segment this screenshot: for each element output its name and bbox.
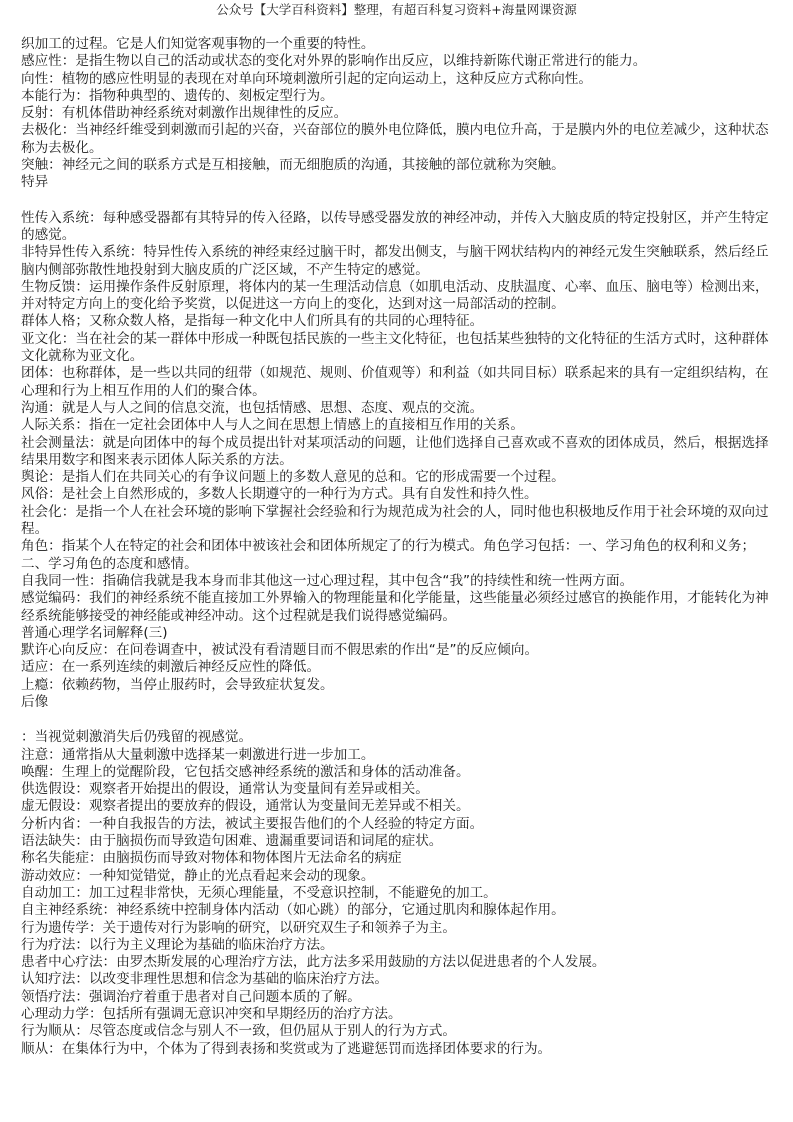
text-line: 自我同一性：指确信我就是我本身而非其他这一过心理过程，其中包含“我”的持续性和统一性两方面。 bbox=[21, 572, 634, 589]
text-line: 自动加工：加工过程非常快，无须心理能量，不受意识控制，不能避免的加工。 bbox=[21, 884, 497, 901]
text-line: 非特异性传入系统：特异性传入系统的神经束经过脑干时，都发出侧支，与脑干网状结构内的神经元发生突触联系，然后经丘脑内侧部弥散性地投射到大脑皮质的广泛区域，不产生特定的感觉。 bbox=[21, 244, 769, 278]
text-line: 自主神经系统：神经系统中控制身体内活动（如心跳）的部分，它通过肌肉和腺体起作用。 bbox=[21, 902, 565, 919]
text-line: 称名失能症：由脑损伤而导致对物体和物体图片无法命名的病症 bbox=[21, 850, 402, 867]
text-line: 顺从：在集体行为中，个体为了得到表扬和奖赏或为了逃避惩罚而选择团体要求的行为。 bbox=[21, 1040, 552, 1057]
text-line: 语法缺失：由于脑损伤而导致造句困难、遗漏重要词语和词尾的症状。 bbox=[21, 833, 443, 850]
text-line: 反射：有机体借助神经系统对刺激作出规律性的反应。 bbox=[21, 105, 348, 122]
text-line: 突触：神经元之间的联系方式是互相接触，而无细胞质的沟通，其接触的部位就称为突触。 bbox=[21, 157, 565, 174]
text-line: 后像 bbox=[21, 693, 49, 710]
text-line: 供选假设：观察者开始提出的假设，通常认为变量间有差异或相关。 bbox=[21, 781, 429, 798]
text-line: 心理动力学：包括所有强调无意识冲突和早期经历的治疗方法。 bbox=[21, 1006, 402, 1023]
text-line: 本能行为：指物种典型的、遗传的、刻板定型行为。 bbox=[21, 87, 334, 104]
document-body bbox=[21, 36, 773, 1058]
text-line: 社会化：是指一个人在社会环境的影响下掌握社会经验和行为规范成为社会的人，同时他也积极地反作用于社会环境的双向过程。 bbox=[21, 503, 769, 538]
text-line: 性传入系统：每种感受器都有其特异的传入径路，以传导感受器发放的神经冲动，并传入大脑皮质的特定投射区，并产生特定的感觉。 bbox=[21, 209, 769, 243]
text-line: 分析内省：一种自我报告的方法，被试主要报告他们的个人经验的特定方面。 bbox=[21, 815, 484, 832]
text-line: 织加工的过程。它是人们知觉客观事物的一个重要的特性。 bbox=[21, 36, 375, 52]
text-line: ：当视觉刺激消失后仍残留的视感觉。 bbox=[21, 729, 253, 746]
text-line: 普通心理学名词解释(三) bbox=[21, 624, 168, 641]
text-line: 角色：指某个人在特定的社会和团体中被该社会和团体所规定了的行为模式。角色学习包括：一、学习角色的权利和义务；二、学习角色的态度和感情。 bbox=[21, 538, 756, 572]
text-line: 唤醒：生理上的觉醒阶段，它包括交感神经系统的激活和身体的活动准备。 bbox=[21, 763, 470, 780]
text-line: 默许心向反应：在问卷调查中，被试没有看清题目而不假思索的作出“是”的反应倾向。 bbox=[21, 642, 539, 659]
text-line: 领悟疗法：强调治疗着重于患者对自己问题本质的了解。 bbox=[21, 988, 361, 1005]
text-line: 亚文化：当在社会的某一群体中形成一种既包括民族的一些主文化特征，也包括某些独特的文化特征的生活方式时，这种群体文化就称为亚文化。 bbox=[21, 330, 769, 365]
text-line: 患者中心疗法：由罗杰斯发展的心理治疗方法，此方法多采用鼓励的方法以促进患者的个人发展。 bbox=[21, 954, 606, 971]
text-line: 行为疗法：以行为主义理论为基础的临床治疗方法。 bbox=[21, 936, 334, 953]
text-line: 认知疗法：以改变非理性思想和信念为基础的临床治疗方法。 bbox=[21, 971, 389, 988]
text-line: 风俗：是社会上自然形成的，多数人长期遵守的一种行为方式。具有自发性和持久性。 bbox=[21, 486, 538, 503]
text-line: 行为顺从：尽管态度或信念与别人不一致，但仍屈从于别人的行为方式。 bbox=[21, 1023, 456, 1040]
page-header: 公众号【大学百科资料】整理，有超百科复习资料+海量网课资源 bbox=[216, 2, 577, 17]
blank-line bbox=[21, 711, 773, 729]
text-line: 舆论：是指人们在共同关心的有争议问题上的多数人意见的总和。它的形成需要一个过程。 bbox=[21, 469, 565, 486]
text-line: 社会测量法：就是向团体中的每个成员提出针对某项活动的问题，让他们选择自己喜欢或不喜欢的团体成员，然后，根据选择结果用数字和图来表示团体人际关系的方法。 bbox=[21, 434, 769, 468]
text-line: 行为遗传学：关于遗传对行为影响的研究，以研究双生子和领养子为主。 bbox=[21, 919, 456, 936]
text-line: 人际关系：指在一定社会团体中人与人之间在思想上情感上的直接相互作用的关系。 bbox=[21, 417, 524, 434]
text-line: 游动效应：一种知觉错觉，静止的光点看起来会动的现象。 bbox=[21, 867, 375, 884]
text-line: 适应：在一系列连续的刺激后神经反应性的降低。 bbox=[21, 659, 321, 676]
text-line: 上瘾：依赖药物，当停止服药时，会导致症状复发。 bbox=[21, 676, 334, 693]
text-line: 沟通：就是人与人之间的信息交流，也包括情感、思想、态度、观点的交流。 bbox=[21, 399, 484, 416]
text-line: 团体：也称群体，是一些以共同的纽带（如规范、规则、价值观等）和利益（如共同目标）联系起来的具有一定组织结构，在心理和行为上相互作用的人们的聚合体。 bbox=[21, 365, 769, 399]
text-line: 向性：植物的感应性明显的表现在对单向环境刺激所引起的定向运动上，这种反应方式称向性。 bbox=[21, 70, 592, 87]
text-line: 特异 bbox=[21, 174, 49, 191]
blank-line bbox=[21, 192, 773, 210]
text-line: 去极化：当神经纤维受到刺激而引起的兴奋，兴奋部位的膜外电位降低，膜内电位升高，于是膜内外的电位差减少，这种状态称为去极化。 bbox=[21, 122, 769, 156]
text-line: 感应性：是指生物以自己的活动或状态的变化对外界的影响作出反应，以维持新陈代谢正常进行的能力。 bbox=[21, 53, 647, 70]
text-line: 注意：通常指从大量刺激中选择某一刺激进行进一步加工。 bbox=[21, 746, 375, 763]
text-line: 感觉编码：我们的神经系统不能直接加工外界输入的物理能量和化学能量，这些能量必须经过感官的换能作用，才能转化为神经系统能够接受的神经能或神经冲动。这个过程就是我们说得感觉编码。 bbox=[21, 590, 769, 624]
text-line: 生物反馈：运用操作条件反射原理，将体内的某一生理活动信息（如肌电活动、皮肤温度、心率、血压、脑电等）检测出来，并对特定方向上的变化给予奖赏，以促进这一方向上的变化，达到对这一局部活动的控制。 bbox=[21, 278, 769, 313]
text-line: 虚无假设：观察者提出的要放弃的假设，通常认为变量间无差异或不相关。 bbox=[21, 798, 470, 815]
text-line: 群体人格；又称众数人格，是指每一种文化中人们所具有的共同的心理特征。 bbox=[21, 313, 484, 330]
